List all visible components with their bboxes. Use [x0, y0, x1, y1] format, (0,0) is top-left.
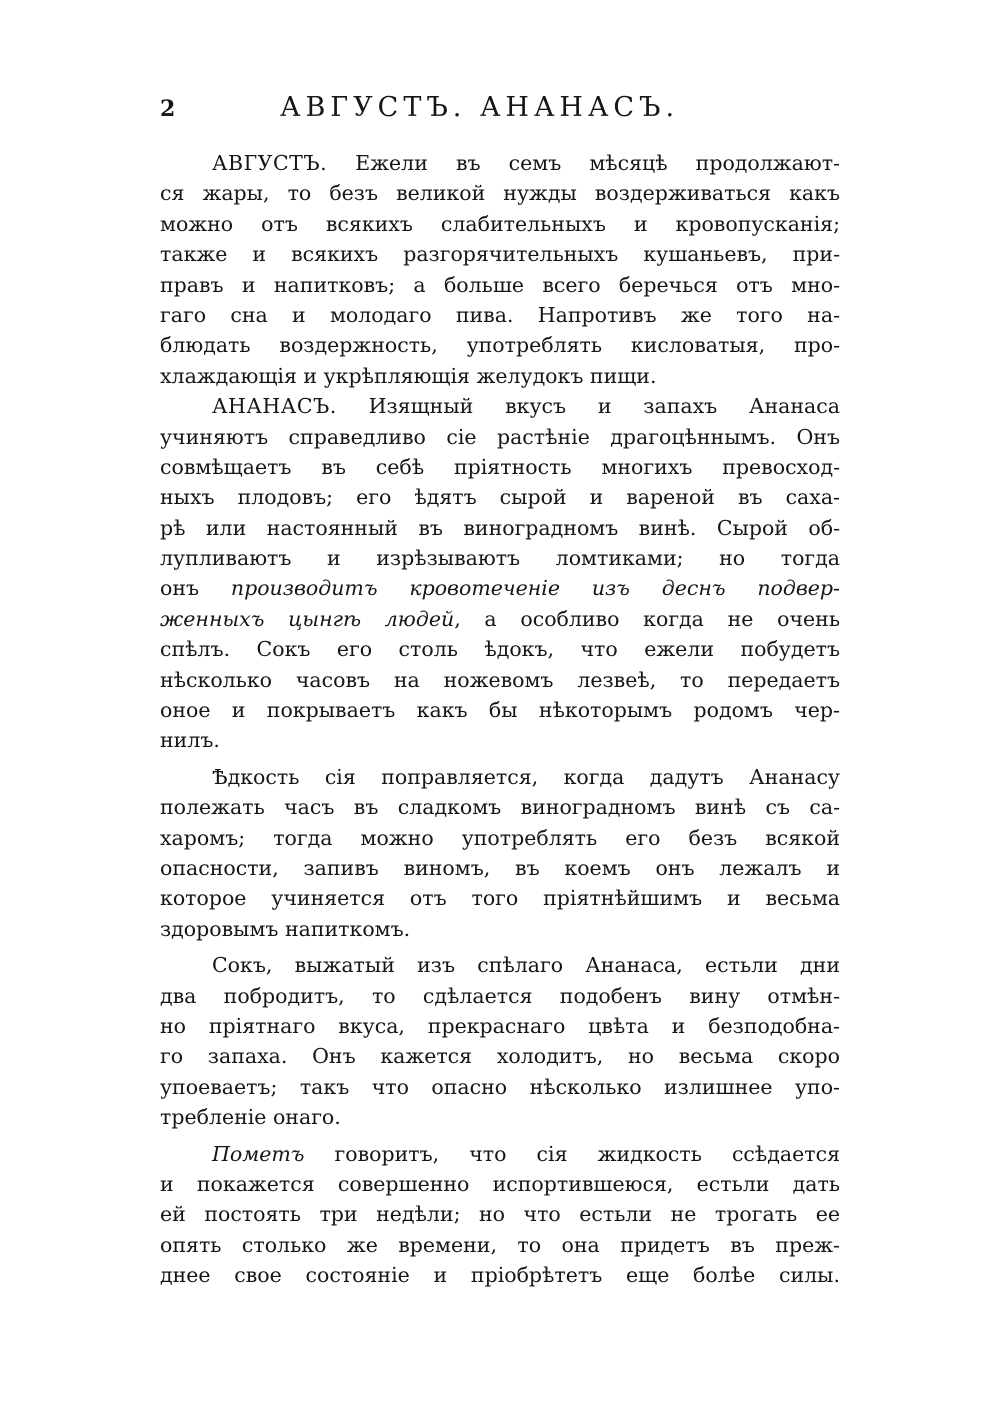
paragraph-juice: [160, 950, 840, 1132]
text-line: Сокъ, выжатый изъ спѣлаго Ананаса, естьли дни: [212, 953, 840, 978]
text-line: но пріятнаго вкуса, прекраснаго цвѣта и безподобна-: [160, 1013, 840, 1038]
text-line: ей постоять три недѣли; но что естьли не трогать ее: [160, 1202, 840, 1227]
text-line: АНАНАСЪ. Изящный вкусъ и запахъ Ананаса: [212, 394, 840, 419]
paragraph-august: [160, 148, 840, 391]
text-line: опасности, запивъ виномъ, въ коемъ онъ лежалъ и: [160, 855, 840, 880]
text-line: рѣ или настоянный въ виноградномъ винѣ. Сырой об-: [160, 515, 840, 540]
text-line: здоровымъ напиткомъ.: [160, 916, 411, 941]
text-line: оное и покрываетъ какъ бы нѣкоторымъ родомъ чер-: [160, 698, 840, 723]
paragraph-acridity: [160, 762, 840, 944]
text-line: го запаха. Онъ кажется холодитъ, но весьма скоро: [160, 1044, 840, 1069]
text-line: блюдать воздержность, употреблять кисловатыя, про-: [160, 333, 840, 358]
text-line: можно отъ всякихъ слабительныхъ и кровопусканія;: [160, 211, 840, 236]
italic-text: Пометъ: [212, 1141, 305, 1166]
text-line: женныхъ цынгѣ людей, а особливо когда не очень: [160, 606, 840, 631]
text-line: ся жары, то безъ великой нужды воздерживаться какъ: [160, 181, 840, 206]
text-line: требленіе онаго.: [160, 1105, 341, 1130]
text-line: днее свое состояніе и пріобрѣтетъ еще болѣе силы.: [160, 1263, 840, 1288]
italic-text: женныхъ цынгѣ людей: [160, 606, 455, 631]
text-line: АВГУСТЪ. Ежели въ семъ мѣсяцѣ продолжают-: [212, 151, 840, 175]
text-line: ныхъ плодовъ; его ѣдятъ сырой и вареной въ саха-: [160, 485, 840, 510]
text-line: и покажется совершенно испортившеюся, естьли дать: [160, 1171, 840, 1196]
text-line: совмѣщаетъ въ себѣ пріятность многихъ превосход-: [160, 454, 840, 479]
running-head: АВГУСТЪ. АНАНАСЪ.: [280, 92, 680, 123]
text-line: учиняютъ справедливо сіе растѣніе драгоцѣннымъ. Онъ: [160, 424, 840, 449]
text-line: два побродитъ, то сдѣлается подобенъ вину отмѣн-: [160, 983, 840, 1008]
text-line: спѣлъ. Сокъ его столь ѣдокъ, что ежели побудетъ: [160, 637, 840, 662]
text-line: полежать часъ въ сладкомъ виноградномъ винѣ съ са-: [160, 795, 840, 820]
paragraph-ananas: [160, 391, 840, 756]
text-line: опять столько же времени, то она придетъ въ преж-: [160, 1232, 840, 1257]
text-line: упоеваетъ; такъ что опасно нѣсколько излишнее упо-: [160, 1074, 840, 1099]
text-line: лупливаютъ и изрѣзываютъ ломтиками; но тогда: [160, 546, 840, 571]
text-line: правъ и напитковъ; а больше всего беречься отъ мно-: [160, 272, 840, 297]
text-line: нѣсколько часовъ на ножевомъ лезвеѣ, то передаетъ: [160, 667, 840, 692]
text-line: нилъ.: [160, 728, 220, 753]
section-heading: АВГУСТЪ.: [212, 151, 328, 175]
text-line: Ѣдкость сія поправляется, когда дадутъ Ананасу: [212, 764, 840, 789]
italic-text: производитъ кровотеченіе изъ деснъ подвер-: [230, 576, 840, 601]
page-number: 2: [160, 96, 176, 122]
page-header: [160, 92, 840, 132]
text-line: харомъ; тогда можно употреблять его безъ всякой: [160, 825, 840, 850]
text-line: хлаждающія и укрѣпляющія желудокъ пищи.: [160, 363, 657, 388]
body-text: [160, 148, 840, 1290]
paragraph-pomet: [160, 1139, 840, 1291]
text-line: которое учиняется отъ того пріятнѣйшимъ и весьма: [160, 886, 840, 911]
text-line: гаго сна и молодаго пива. Напротивъ же того на-: [160, 302, 840, 327]
text-line: Пометъ говоритъ, что сія жидкость ссѣдается: [212, 1141, 840, 1166]
text-line: также и всякихъ разгорячительныхъ кушаньевъ, при-: [160, 242, 840, 267]
text-line: онъ производитъ кровотеченіе изъ деснъ подвер-: [160, 576, 840, 601]
section-heading: АНАНАСЪ.: [212, 394, 337, 419]
